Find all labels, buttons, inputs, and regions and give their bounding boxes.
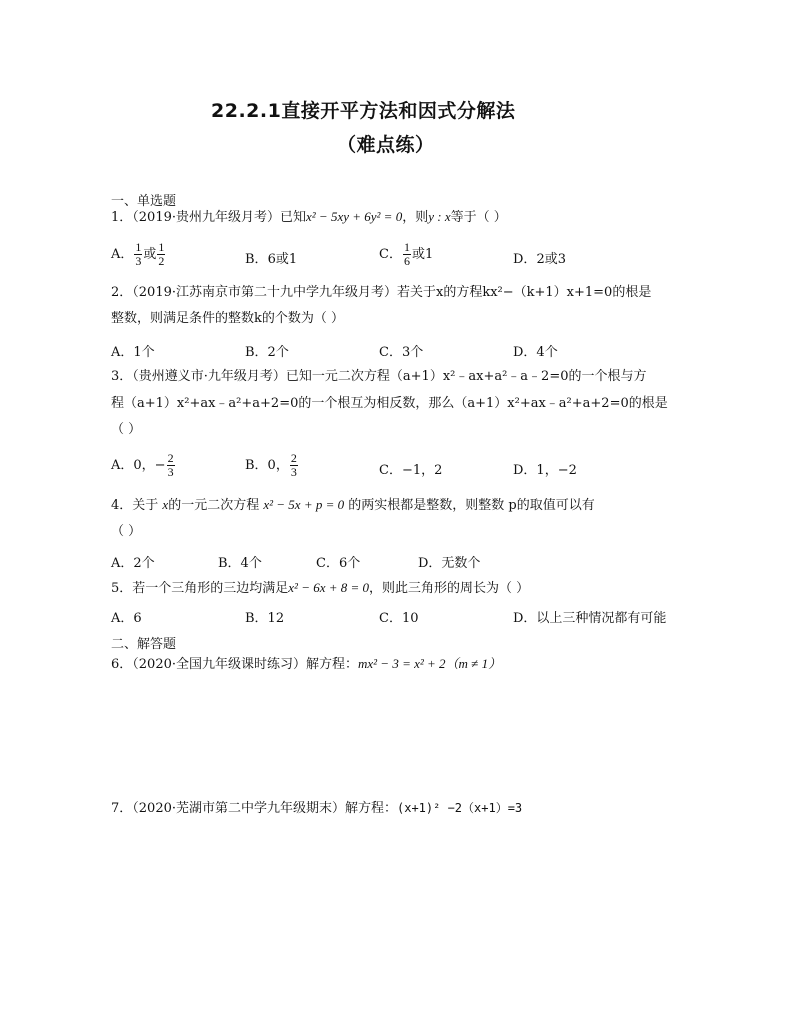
fraction-denominator: 2 xyxy=(158,254,165,268)
question-6-equation: mx² − 3 = x² + 2（m ≠ 1） xyxy=(358,656,502,671)
fraction-numerator: 1 xyxy=(135,240,142,254)
q1-option-d-label: D． xyxy=(513,252,537,267)
q1-option-a[interactable] xyxy=(111,241,166,268)
fraction-numerator: 2 xyxy=(167,451,174,465)
q1-option-c-join: 或1 xyxy=(411,247,434,262)
q5-option-a[interactable]: A．6 xyxy=(111,611,142,626)
question-7 xyxy=(111,799,522,818)
q2-option-b[interactable]: B．2个 xyxy=(245,345,289,360)
question-1 xyxy=(111,208,507,227)
q1-option-b-label: B． xyxy=(245,252,268,267)
q5-option-b[interactable]: B．12 xyxy=(245,611,285,626)
q1-option-a-fraction-2 xyxy=(157,241,165,268)
question-6 xyxy=(111,655,501,674)
q1-option-a-join: 或 xyxy=(143,247,157,262)
q1-option-c[interactable] xyxy=(379,241,433,268)
question-4 xyxy=(111,496,595,515)
question-3-line-1: 3．（贵州遵义市·九年级月考）已知一元二次方程（a+1）x²﹣ax+a²﹣a﹣2=0的一个根与方 xyxy=(111,369,647,384)
q3-option-a-label: A．0，− xyxy=(111,458,166,473)
fraction-numerator: 1 xyxy=(403,240,410,254)
question-4-variable: x xyxy=(162,497,169,512)
q3-option-b-fraction xyxy=(290,452,298,479)
question-1-equation: x² − 5xy + 6y² = 0 xyxy=(306,209,403,224)
question-5-prefix: 5．若一个三角形的三边均满足 xyxy=(111,581,289,596)
q3-option-d[interactable]: D．1，−2 xyxy=(513,463,577,478)
question-2-line-1: 2．（2019·江苏南京市第二十九中学九年级月考）若关于x的方程kx²−（k+1）x+1=0的根是 xyxy=(111,285,652,300)
fraction-denominator: 3 xyxy=(135,254,142,268)
question-5 xyxy=(111,579,529,598)
q3-option-b-label: B．0， xyxy=(245,458,289,473)
question-3-line-2: 程（a+1）x²+ax﹣a²+a+2=0的一个根互为相反数，那么（a+1）x²+ax﹣a²+a+2=0的根是 xyxy=(111,396,668,411)
q1-option-a-fraction-1 xyxy=(134,241,142,268)
section-heading-solutions: 二、解答题 xyxy=(111,637,177,652)
question-1-suffix: 等于（ ） xyxy=(450,210,507,225)
question-4-line-2: （ ） xyxy=(111,524,142,539)
page-title: 22.2.1直接开平方法和因式分解法 xyxy=(211,100,516,122)
fraction-numerator: 2 xyxy=(290,451,297,465)
question-4-equation: x² − 5x + p = 0 xyxy=(263,497,345,512)
fraction-numerator: 1 xyxy=(158,240,165,254)
q1-option-b[interactable] xyxy=(245,248,297,267)
q4-option-d[interactable]: D．无数个 xyxy=(418,556,481,571)
fraction-denominator: 6 xyxy=(403,254,410,268)
q2-option-a[interactable]: A．1个 xyxy=(111,345,155,360)
q1-option-c-fraction xyxy=(403,241,411,268)
question-7-equation: (x+1)² −2（x+1）=3 xyxy=(397,801,523,815)
q4-option-c[interactable]: C．6个 xyxy=(316,556,361,571)
question-1-prefix: 1．（2019·贵州九年级月考）已知 xyxy=(111,210,306,225)
q1-option-d-text: 2或3 xyxy=(536,252,566,267)
fraction-denominator: 3 xyxy=(167,465,174,479)
question-2-line-2: 整数，则满足条件的整数k的个数为（ ） xyxy=(111,311,345,326)
q1-option-d[interactable] xyxy=(513,248,566,267)
question-7-prefix: 7．（2020·芜湖市第二中学九年级期末）解方程： xyxy=(111,801,397,816)
question-4-suffix: 的两实根都是整数，则整数 p的取值可以有 xyxy=(348,498,595,513)
q3-option-b[interactable] xyxy=(245,452,299,479)
q1-option-c-label: C． xyxy=(379,247,402,262)
question-4-prefix: 4．关于 xyxy=(111,498,159,513)
question-1-ratio: y : x xyxy=(428,209,451,224)
q5-option-c[interactable]: C．10 xyxy=(379,611,419,626)
q2-option-c[interactable]: C．3个 xyxy=(379,345,424,360)
question-4-mid: 的一元二次方程 xyxy=(168,498,260,513)
q4-option-a[interactable]: A．2个 xyxy=(111,556,155,571)
q2-option-d[interactable]: D．4个 xyxy=(513,345,558,360)
q3-option-c[interactable]: C．−1，2 xyxy=(379,463,443,478)
q3-option-a[interactable] xyxy=(111,452,176,479)
section-heading-single-choice: 一、单选题 xyxy=(111,194,177,209)
question-5-suffix: ，则此三角形的周长为（ ） xyxy=(369,581,530,596)
q3-option-a-fraction xyxy=(167,452,175,479)
question-3-line-3: （ ） xyxy=(111,422,142,437)
question-6-prefix: 6．（2020·全国九年级课时练习）解方程： xyxy=(111,657,358,672)
question-1-mid: ，则 xyxy=(402,210,429,225)
question-5-equation: x² − 6x + 8 = 0 xyxy=(288,580,370,595)
q4-option-b[interactable]: B．4个 xyxy=(218,556,262,571)
q1-option-a-label: A． xyxy=(111,247,134,262)
page-subtitle: （难点练） xyxy=(337,134,435,156)
q1-option-b-text: 6或1 xyxy=(267,252,298,267)
fraction-denominator: 3 xyxy=(290,465,297,479)
q5-option-d[interactable]: D．以上三种情况都有可能 xyxy=(513,611,667,626)
